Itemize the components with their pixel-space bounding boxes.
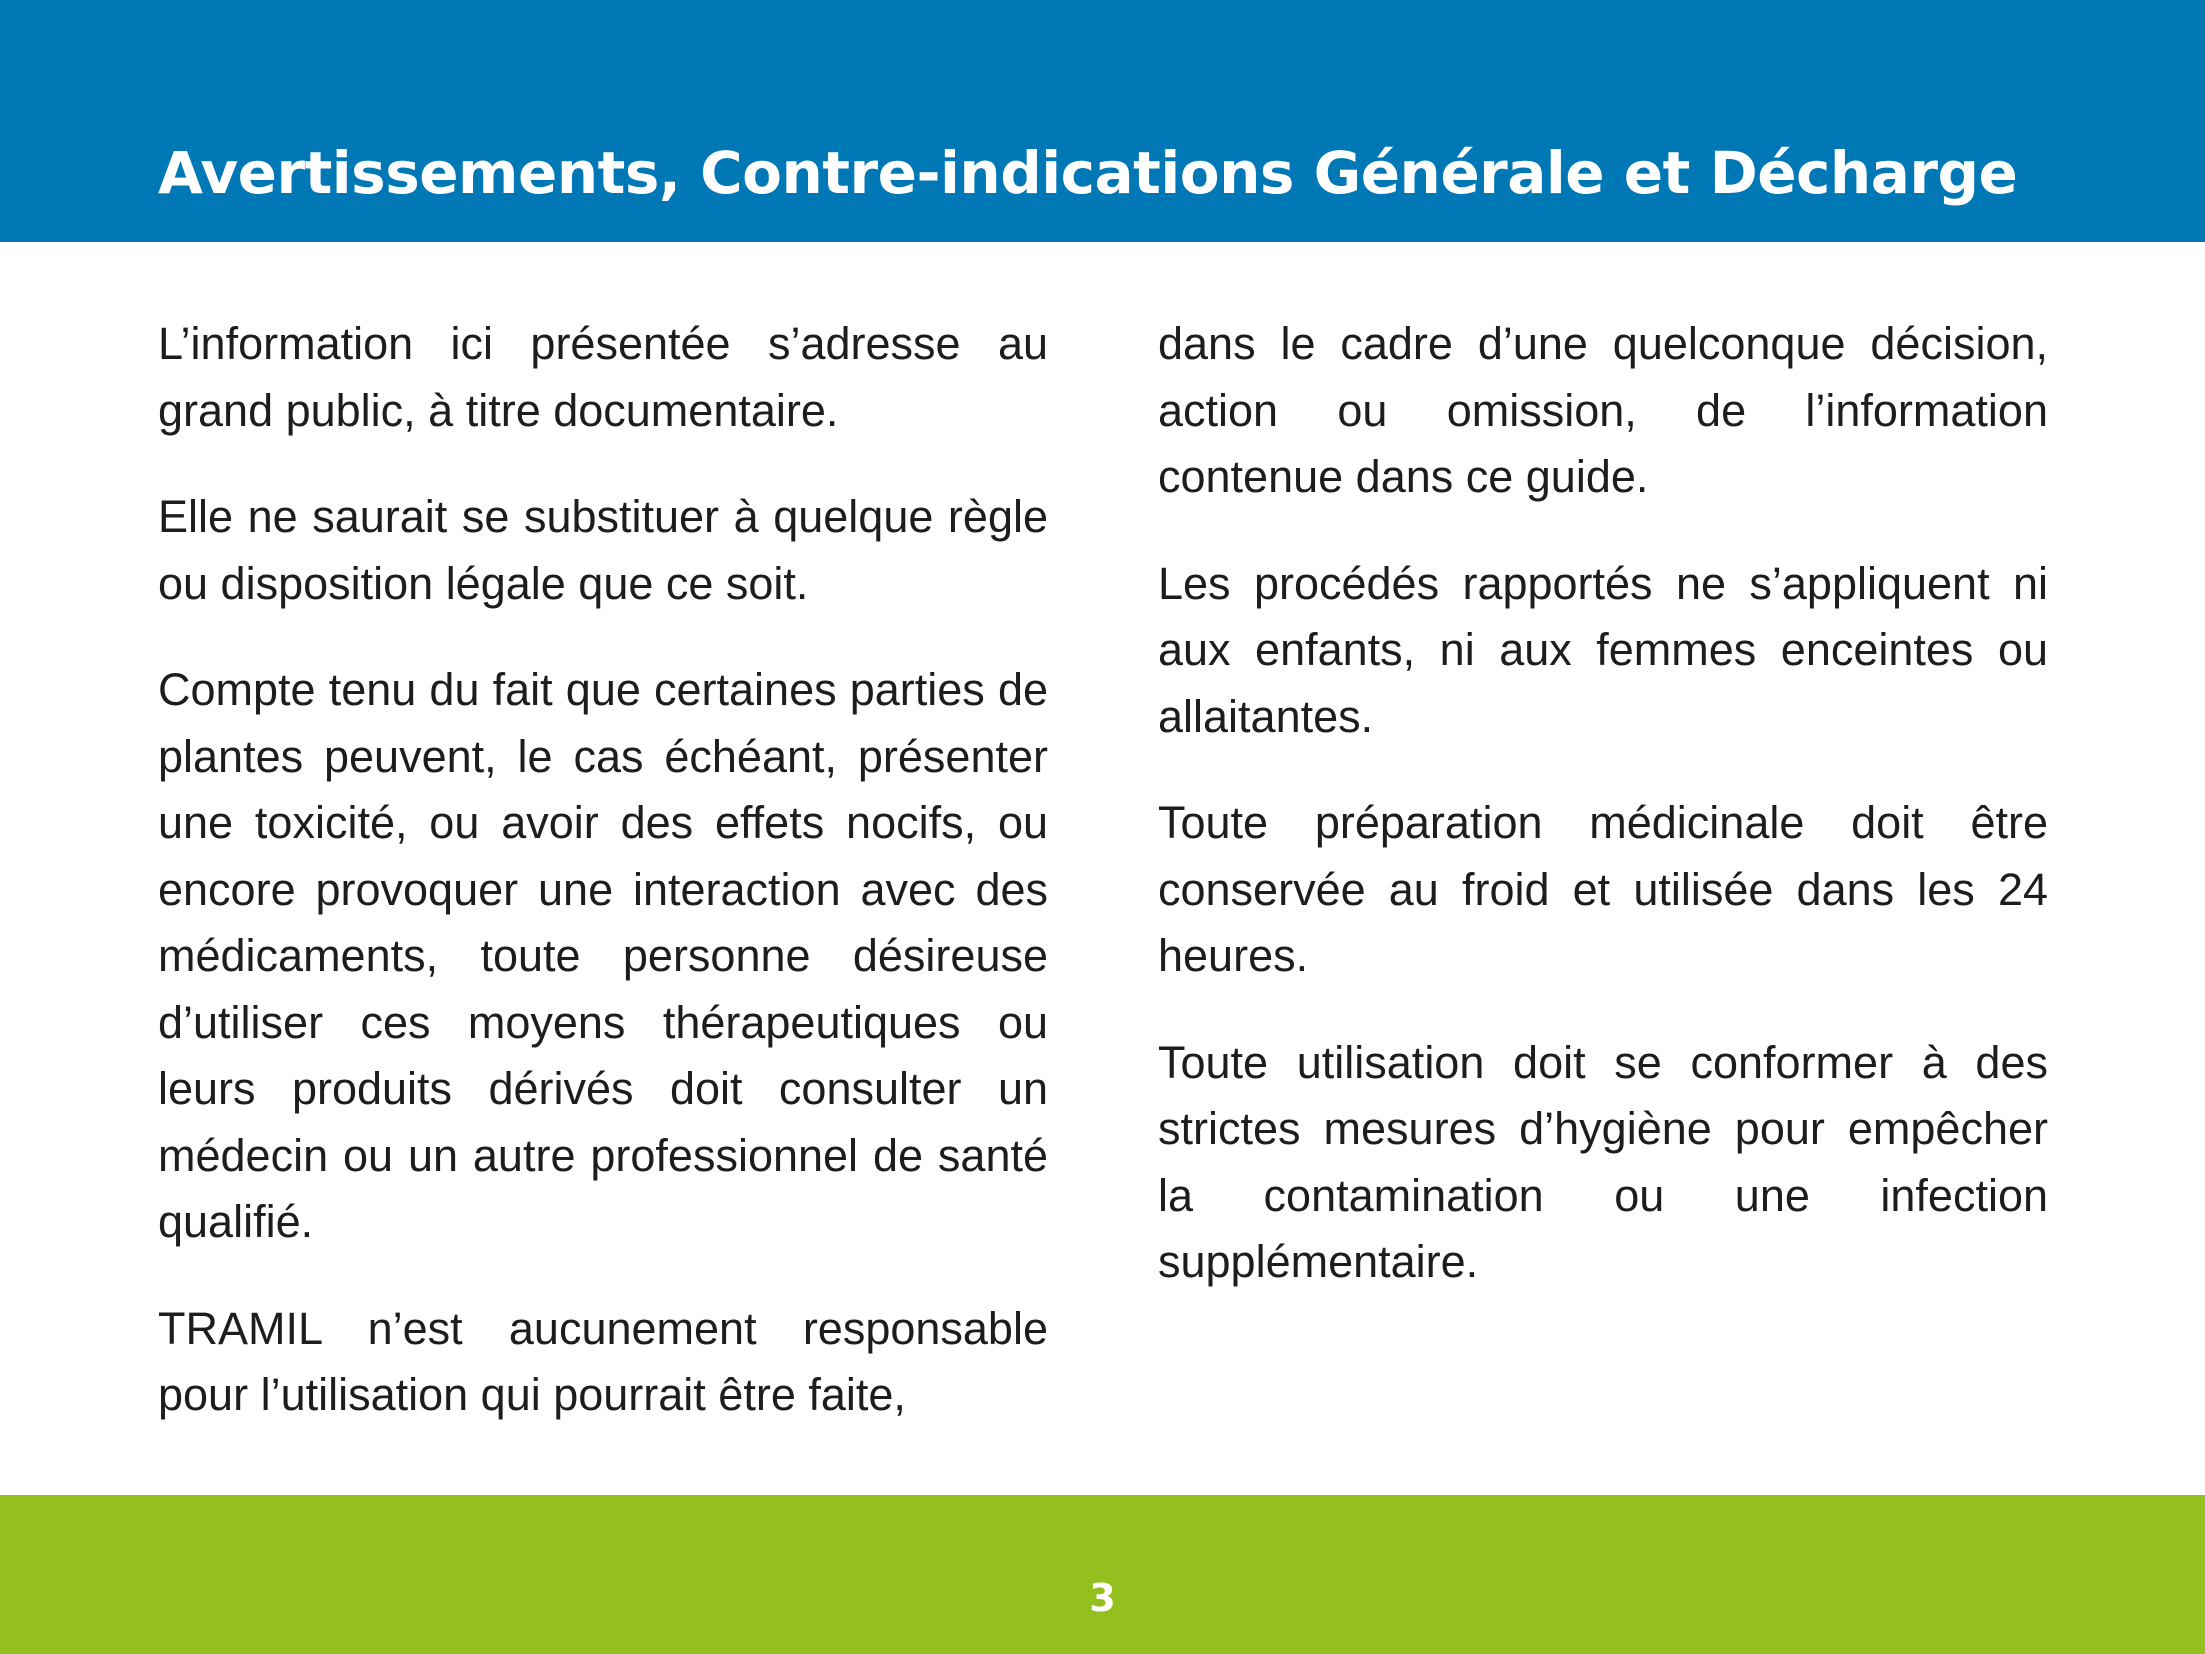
paragraph-audience: L’information ici présentée s’adresse au grand public, à titre documentaire. (158, 318, 1048, 436)
paragraph-children-pregnancy: Les procédés rapportés ne s’appliquent ni aux enfants, ni aux femmes enceintes ou allaitantes. (1158, 557, 2048, 742)
paragraph-toxicity: Compte tenu du fait que certaines parties de plantes peuvent, le cas échéant, présenter une toxicité, ou avoir des effets nocifs, ou encore provoquer une interaction avec des médicaments, toute personne désireuse d’utiliser ces moyens thérapeutiques ou leurs produits dérivés doit consulter un médecin ou un autre professionnel de santé qualifié. (158, 664, 1048, 1247)
paragraph-storage: Toute préparation médicinale doit être conservée au froid et utilisée dans les 24 heures. (1158, 797, 2048, 981)
paragraph-legal: Elle ne saurait se substituer à quelque règle ou disposition légale que ce soit. (158, 491, 1048, 609)
paragraph-liability-start: TRAMIL n’est aucunement responsable pour l’utilisation qui pourrait être faite, (158, 1302, 1048, 1420)
right-column (1158, 311, 2048, 1336)
page-title: Avertissements, Contre-indications Générale et Décharge (158, 139, 2018, 207)
paragraph-hygiene: Toute utilisation doit se conformer à des strictes mesures d’hygiène pour empêcher la contamination ou une infection supplémentaire. (1158, 1036, 2048, 1287)
header-band (0, 0, 2205, 242)
left-column (158, 311, 1048, 1469)
paragraph-liability-end: dans le cadre d’une quelconque décision, action ou omission, de l’information contenue dans ce guide. (1158, 318, 2048, 502)
page-number: 3 (1089, 1576, 1116, 1620)
